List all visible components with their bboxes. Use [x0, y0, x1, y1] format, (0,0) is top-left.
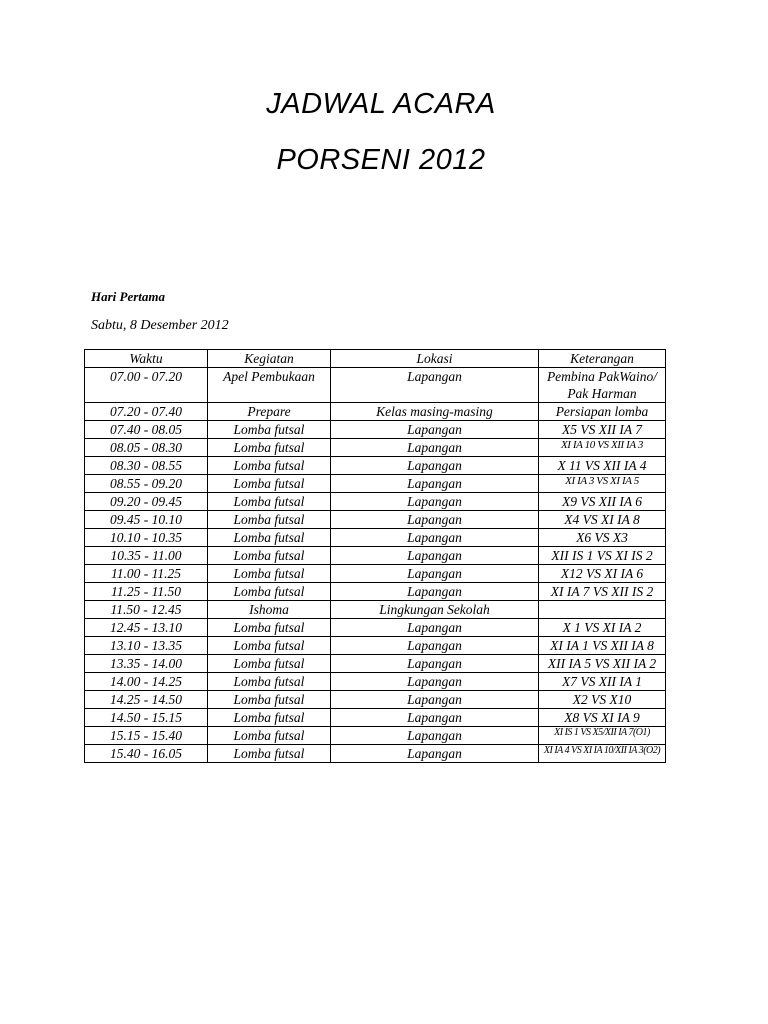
cell-kegiatan: Lomba futsal [208, 493, 331, 511]
cell-kegiatan: Ishoma [208, 601, 331, 619]
cell-lokasi: Lapangan [331, 457, 539, 475]
cell-lokasi: Lapangan [331, 475, 539, 493]
cell-waktu: 15.40 - 16.05 [85, 745, 208, 763]
table-row [85, 745, 666, 763]
cell-keterangan: X 1 VS XI IA 2 [539, 619, 666, 637]
cell-kegiatan: Lomba futsal [208, 421, 331, 439]
cell-keterangan: X4 VS XI IA 8 [539, 511, 666, 529]
table-header-row [85, 350, 666, 368]
cell-lokasi: Kelas masing-masing [331, 403, 539, 421]
cell-lokasi: Lapangan [331, 368, 539, 403]
cell-lokasi: Lapangan [331, 565, 539, 583]
cell-keterangan: XII IA 5 VS XII IA 2 [539, 655, 666, 673]
table-row [85, 439, 666, 457]
header-kegiatan: Kegiatan [208, 350, 331, 368]
cell-keterangan [539, 601, 666, 619]
table-row [85, 421, 666, 439]
header-waktu: Waktu [85, 350, 208, 368]
cell-kegiatan: Lomba futsal [208, 547, 331, 565]
cell-kegiatan: Lomba futsal [208, 691, 331, 709]
cell-keterangan: X2 VS X10 [539, 691, 666, 709]
cell-lokasi: Lapangan [331, 655, 539, 673]
cell-waktu: 10.10 - 10.35 [85, 529, 208, 547]
cell-kegiatan: Apel Pembukaan [208, 368, 331, 403]
cell-waktu: 08.55 - 09.20 [85, 475, 208, 493]
cell-waktu: 07.40 - 08.05 [85, 421, 208, 439]
table-row [85, 601, 666, 619]
document-title: JADWAL ACARA [266, 88, 496, 120]
cell-kegiatan: Lomba futsal [208, 637, 331, 655]
cell-waktu: 14.25 - 14.50 [85, 691, 208, 709]
cell-lokasi: Lingkungan Sekolah [331, 601, 539, 619]
schedule-table [84, 349, 666, 763]
cell-lokasi: Lapangan [331, 493, 539, 511]
table-row [85, 475, 666, 493]
cell-kegiatan: Lomba futsal [208, 673, 331, 691]
cell-keterangan: XI IA 3 VS XI IA 5 [539, 475, 666, 493]
cell-keterangan: Persiapan lomba [539, 403, 666, 421]
cell-waktu: 08.30 - 08.55 [85, 457, 208, 475]
cell-waktu: 09.20 - 09.45 [85, 493, 208, 511]
header-lokasi: Lokasi [331, 350, 539, 368]
cell-keterangan: X5 VS XII IA 7 [539, 421, 666, 439]
cell-lokasi: Lapangan [331, 547, 539, 565]
table-row [85, 619, 666, 637]
cell-lokasi: Lapangan [331, 421, 539, 439]
cell-waktu: 13.10 - 13.35 [85, 637, 208, 655]
cell-waktu: 08.05 - 08.30 [85, 439, 208, 457]
table-row [85, 529, 666, 547]
cell-keterangan: XI IA 4 VS XI IA 10/XII IA 3(O2) [539, 745, 666, 763]
table-row [85, 511, 666, 529]
table-row [85, 655, 666, 673]
table-row [85, 403, 666, 421]
table-row [85, 583, 666, 601]
cell-waktu: 11.00 - 11.25 [85, 565, 208, 583]
cell-kegiatan: Lomba futsal [208, 745, 331, 763]
cell-kegiatan: Lomba futsal [208, 475, 331, 493]
cell-keterangan: X7 VS XII IA 1 [539, 673, 666, 691]
cell-lokasi: Lapangan [331, 673, 539, 691]
schedule-body [85, 368, 666, 763]
cell-kegiatan: Lomba futsal [208, 709, 331, 727]
table-row [85, 457, 666, 475]
date-label: Sabtu, 8 Desember 2012 [91, 318, 229, 333]
cell-lokasi: Lapangan [331, 529, 539, 547]
table-row [85, 547, 666, 565]
cell-kegiatan: Lomba futsal [208, 583, 331, 601]
cell-lokasi: Lapangan [331, 583, 539, 601]
cell-waktu: 11.25 - 11.50 [85, 583, 208, 601]
cell-lokasi: Lapangan [331, 637, 539, 655]
cell-keterangan: X9 VS XII IA 6 [539, 493, 666, 511]
cell-kegiatan: Lomba futsal [208, 529, 331, 547]
table-row [85, 673, 666, 691]
cell-kegiatan: Lomba futsal [208, 619, 331, 637]
cell-kegiatan: Lomba futsal [208, 511, 331, 529]
cell-kegiatan: Lomba futsal [208, 727, 331, 745]
cell-lokasi: Lapangan [331, 745, 539, 763]
cell-keterangan: X8 VS XI IA 9 [539, 709, 666, 727]
cell-kegiatan: Lomba futsal [208, 655, 331, 673]
table-row [85, 565, 666, 583]
cell-waktu: 13.35 - 14.00 [85, 655, 208, 673]
cell-lokasi: Lapangan [331, 727, 539, 745]
cell-waktu: 09.45 - 10.10 [85, 511, 208, 529]
table-row [85, 637, 666, 655]
table-row [85, 493, 666, 511]
cell-kegiatan: Lomba futsal [208, 439, 331, 457]
cell-lokasi: Lapangan [331, 709, 539, 727]
cell-keterangan: XI IA 10 VS XII IA 3 [539, 439, 666, 457]
cell-lokasi: Lapangan [331, 691, 539, 709]
cell-waktu: 07.20 - 07.40 [85, 403, 208, 421]
cell-keterangan: XII IS 1 VS XI IS 2 [539, 547, 666, 565]
cell-waktu: 07.00 - 07.20 [85, 368, 208, 403]
table-row [85, 691, 666, 709]
table-row [85, 727, 666, 745]
cell-keterangan: X6 VS X3 [539, 529, 666, 547]
header-keterangan: Keterangan [539, 350, 666, 368]
cell-lokasi: Lapangan [331, 511, 539, 529]
cell-keterangan: Pembina PakWaino/ Pak Harman [539, 368, 666, 403]
cell-keterangan: XI IS 1 VS X5/XII IA 7(O1) [539, 727, 666, 745]
cell-keterangan: X 11 VS XII IA 4 [539, 457, 666, 475]
cell-keterangan: X12 VS XI IA 6 [539, 565, 666, 583]
cell-waktu: 11.50 - 12.45 [85, 601, 208, 619]
cell-lokasi: Lapangan [331, 619, 539, 637]
cell-keterangan: XI IA 7 VS XII IS 2 [539, 583, 666, 601]
cell-waktu: 14.50 - 15.15 [85, 709, 208, 727]
document-subtitle: PORSENI 2012 [276, 144, 486, 176]
cell-waktu: 14.00 - 14.25 [85, 673, 208, 691]
cell-lokasi: Lapangan [331, 439, 539, 457]
cell-waktu: 12.45 - 13.10 [85, 619, 208, 637]
cell-kegiatan: Lomba futsal [208, 565, 331, 583]
cell-waktu: 15.15 - 15.40 [85, 727, 208, 745]
cell-keterangan: XI IA 1 VS XII IA 8 [539, 637, 666, 655]
cell-kegiatan: Prepare [208, 403, 331, 421]
cell-kegiatan: Lomba futsal [208, 457, 331, 475]
cell-waktu: 10.35 - 11.00 [85, 547, 208, 565]
table-row [85, 368, 666, 403]
table-row [85, 709, 666, 727]
day-label: Hari Pertama [91, 289, 166, 304]
